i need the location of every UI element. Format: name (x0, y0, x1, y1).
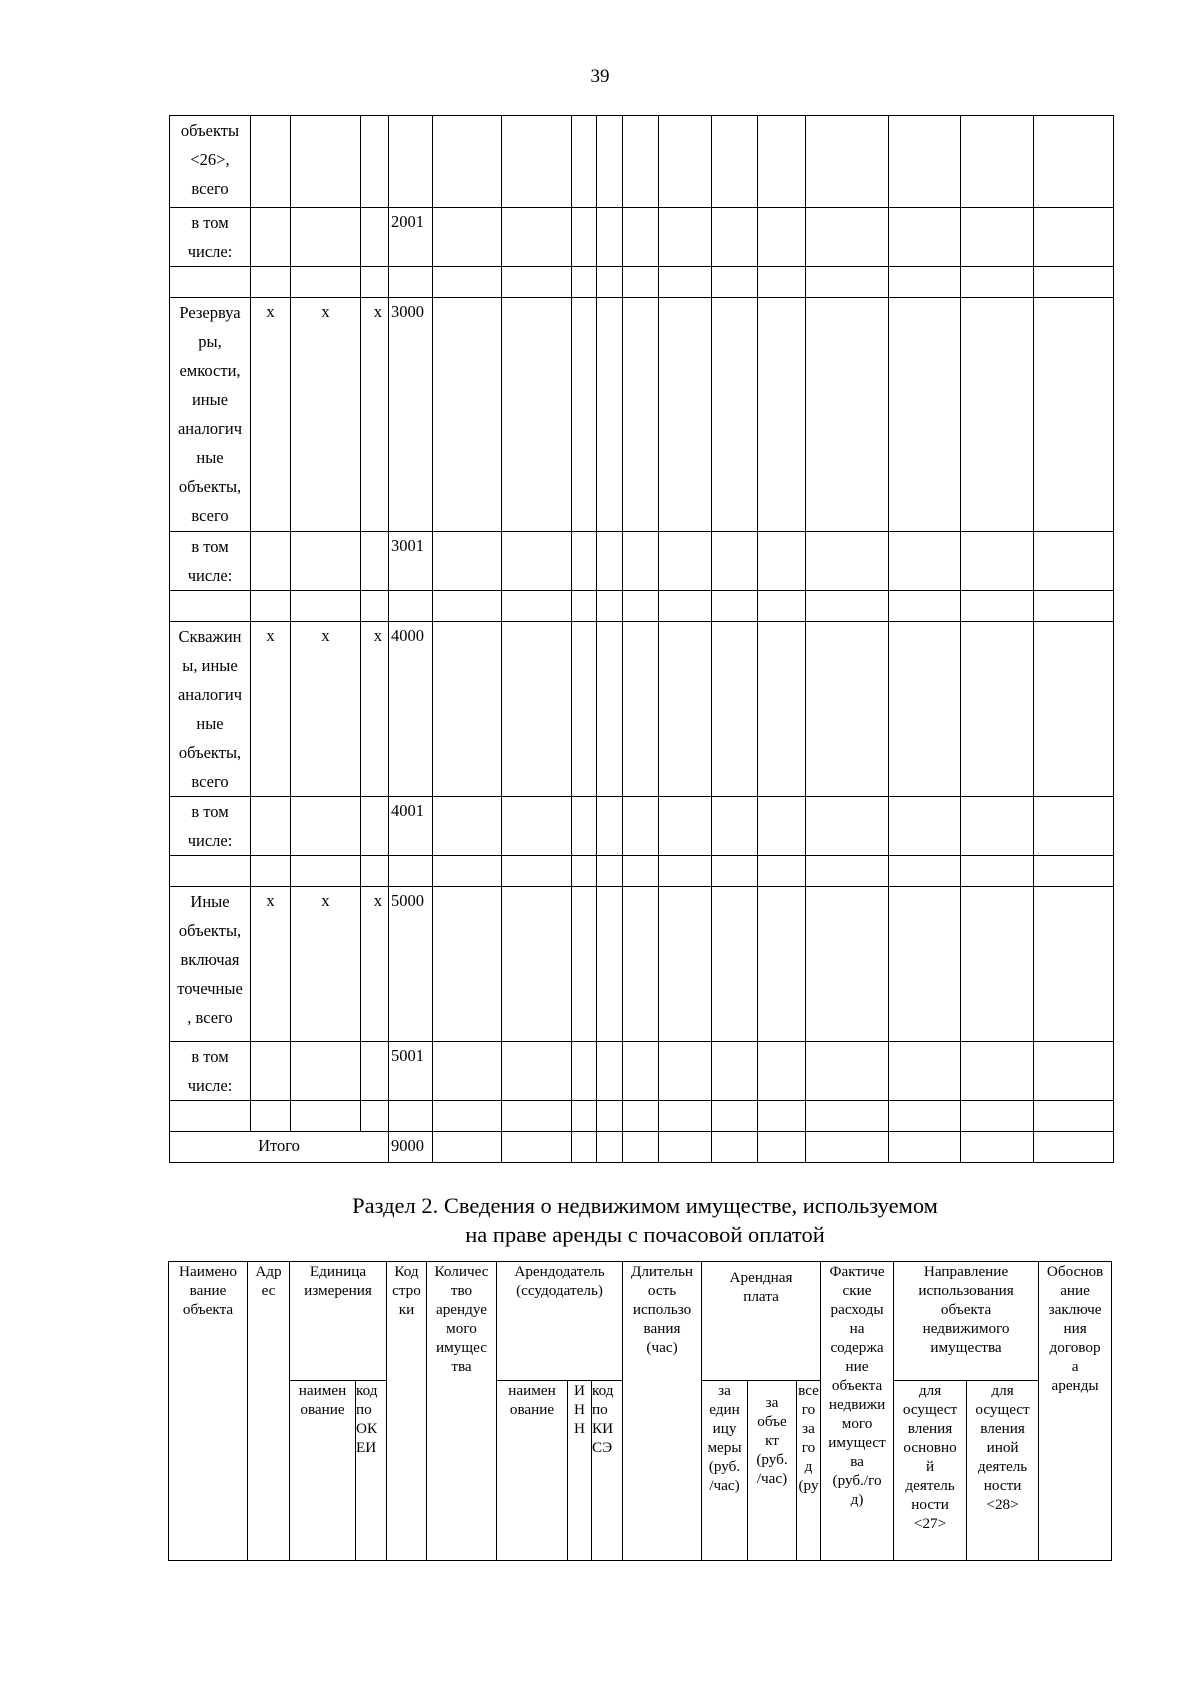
row-mark-cell (251, 116, 291, 208)
empty-cell (806, 532, 889, 591)
header-object-name: Наимено вание объекта (169, 1262, 248, 1561)
empty-cell (1034, 1101, 1114, 1132)
header-rent: Арендная плата (702, 1262, 821, 1381)
row-name-cell: Иные объекты, включая точечные , всего (170, 887, 251, 1042)
empty-cell (597, 856, 623, 887)
empty-cell (502, 116, 572, 208)
row-mark-cell (291, 116, 361, 208)
empty-cell (597, 622, 623, 797)
row-mark-cell: x (361, 298, 389, 532)
row-code-cell: 2001 (389, 208, 433, 267)
empty-cell (433, 591, 502, 622)
row-mark-cell (251, 267, 291, 298)
empty-cell (712, 591, 758, 622)
empty-cell (961, 591, 1034, 622)
empty-cell (712, 298, 758, 532)
row-mark-cell: x (291, 298, 361, 532)
row-code-cell (389, 267, 433, 298)
table-row (170, 887, 1114, 1042)
empty-cell (572, 116, 597, 208)
empty-cell (806, 1101, 889, 1132)
row-name-cell: в том числе: (170, 1042, 251, 1101)
empty-cell (806, 298, 889, 532)
empty-cell (597, 267, 623, 298)
header-rent-per-unit: за един ицу меры (руб. /час) (702, 1381, 748, 1561)
empty-cell (961, 856, 1034, 887)
header-duration: Длительн ость использо вания (час) (623, 1262, 702, 1561)
empty-cell (502, 1132, 572, 1163)
empty-cell (1034, 1042, 1114, 1101)
empty-cell (1034, 622, 1114, 797)
empty-cell (712, 116, 758, 208)
empty-cell (623, 797, 659, 856)
empty-cell (659, 532, 712, 591)
row-mark-cell (361, 856, 389, 887)
row-mark-cell (251, 856, 291, 887)
empty-cell (889, 856, 961, 887)
empty-cell (1034, 591, 1114, 622)
empty-cell (597, 532, 623, 591)
empty-cell (758, 1132, 806, 1163)
empty-cell (623, 532, 659, 591)
empty-cell (961, 1132, 1034, 1163)
header-expenses: Фактиче ские расходы на содержа ние объекта недвижи мого имущест ва (руб./го д) (821, 1262, 894, 1561)
empty-cell (889, 116, 961, 208)
empty-cell (758, 1042, 806, 1101)
empty-cell (502, 622, 572, 797)
row-name-cell: в том числе: (170, 797, 251, 856)
section2-title-line1: Раздел 2. Сведения о недвижимом имуществе, используемом (352, 1193, 938, 1218)
row-mark-cell: x (361, 887, 389, 1042)
empty-cell (961, 797, 1034, 856)
empty-cell (572, 797, 597, 856)
row-mark-cell (361, 1042, 389, 1101)
row-mark-cell (291, 532, 361, 591)
empty-cell (433, 208, 502, 267)
section1-table-continuation (169, 115, 1114, 1163)
empty-cell (659, 887, 712, 1042)
empty-cell (597, 591, 623, 622)
header-rent-per-object: за объе кт (руб. /час) (748, 1381, 797, 1561)
row-code-cell: 5000 (389, 887, 433, 1042)
row-code-cell (389, 856, 433, 887)
empty-cell (758, 591, 806, 622)
empty-cell (806, 887, 889, 1042)
empty-cell (889, 1042, 961, 1101)
empty-cell (659, 1042, 712, 1101)
empty-cell (758, 797, 806, 856)
empty-cell (712, 1042, 758, 1101)
header-lessor-name: наимен ование (497, 1381, 568, 1561)
empty-cell (889, 887, 961, 1042)
empty-cell (889, 267, 961, 298)
header-unit-code: код по ОК ЕИ (356, 1381, 387, 1561)
table-row (170, 797, 1114, 856)
table-row (170, 532, 1114, 591)
empty-cell (712, 208, 758, 267)
empty-cell (1034, 208, 1114, 267)
row-mark-cell (251, 208, 291, 267)
empty-cell (659, 267, 712, 298)
empty-cell (806, 1132, 889, 1163)
empty-cell (889, 622, 961, 797)
header-quantity: Количес тво арендуе мого имущес тва (427, 1262, 497, 1561)
empty-cell (806, 856, 889, 887)
empty-cell (961, 116, 1034, 208)
empty-cell (502, 267, 572, 298)
empty-cell (806, 267, 889, 298)
empty-cell (758, 887, 806, 1042)
empty-cell (572, 208, 597, 267)
empty-cell (659, 1101, 712, 1132)
row-name-cell (170, 856, 251, 887)
empty-cell (961, 622, 1034, 797)
empty-cell (659, 1132, 712, 1163)
row-mark-cell (361, 208, 389, 267)
empty-cell (572, 1101, 597, 1132)
row-code-cell: 4001 (389, 797, 433, 856)
header-kiise-code: код по КИ СЭ (592, 1381, 623, 1561)
header-basis: Обоснов ание заключе ния договор а аренды (1039, 1262, 1112, 1561)
empty-cell (758, 116, 806, 208)
empty-cell (712, 622, 758, 797)
empty-cell (572, 591, 597, 622)
row-code-cell: 4000 (389, 622, 433, 797)
table-row (170, 1101, 1114, 1132)
header-unit-name: наимен ование (290, 1381, 356, 1561)
empty-cell (889, 1101, 961, 1132)
empty-cell (623, 887, 659, 1042)
empty-cell (623, 298, 659, 532)
empty-cell (572, 1042, 597, 1101)
empty-cell (889, 797, 961, 856)
table-row (170, 267, 1114, 298)
row-code-cell: 5001 (389, 1042, 433, 1101)
empty-cell (502, 1042, 572, 1101)
empty-cell (659, 208, 712, 267)
row-name-cell: Скважин ы, иные аналогич ные объекты, всего (170, 622, 251, 797)
empty-cell (961, 298, 1034, 532)
empty-cell (597, 208, 623, 267)
empty-cell (1034, 1132, 1114, 1163)
empty-cell (623, 1101, 659, 1132)
empty-cell (961, 1042, 1034, 1101)
row-mark-cell (251, 591, 291, 622)
empty-cell (623, 856, 659, 887)
empty-cell (502, 797, 572, 856)
empty-cell (1034, 856, 1114, 887)
empty-cell (961, 532, 1034, 591)
header-usage-other: для осущест вления иной деятель ности <28> (967, 1381, 1039, 1561)
empty-cell (433, 1132, 502, 1163)
row-code-cell: 3000 (389, 298, 433, 532)
empty-cell (433, 797, 502, 856)
empty-cell (1034, 116, 1114, 208)
row-mark-cell (291, 797, 361, 856)
row-mark-cell: x (251, 298, 291, 532)
row-mark-cell (361, 532, 389, 591)
header-inn: И Н Н (568, 1381, 592, 1561)
empty-cell (1034, 532, 1114, 591)
empty-cell (572, 298, 597, 532)
row-mark-cell (361, 1101, 389, 1132)
empty-cell (433, 267, 502, 298)
row-mark-cell (291, 856, 361, 887)
empty-cell (712, 1132, 758, 1163)
empty-cell (659, 298, 712, 532)
empty-cell (623, 267, 659, 298)
row-mark-cell (361, 116, 389, 208)
empty-cell (572, 856, 597, 887)
empty-cell (502, 208, 572, 267)
empty-cell (623, 116, 659, 208)
empty-cell (961, 208, 1034, 267)
empty-cell (758, 267, 806, 298)
empty-cell (961, 887, 1034, 1042)
header-address: Адр ес (248, 1262, 290, 1561)
row-name-cell (170, 267, 251, 298)
empty-cell (806, 622, 889, 797)
empty-cell (806, 208, 889, 267)
empty-cell (659, 797, 712, 856)
header-usage-main: для осущест вления основно й деятель ности <27> (894, 1381, 967, 1561)
empty-cell (572, 532, 597, 591)
empty-cell (1034, 298, 1114, 532)
empty-cell (623, 622, 659, 797)
empty-cell (502, 1101, 572, 1132)
section2-header-table (168, 1261, 1112, 1561)
empty-cell (597, 887, 623, 1042)
empty-cell (597, 298, 623, 532)
empty-cell (961, 267, 1034, 298)
empty-cell (712, 532, 758, 591)
row-mark-cell (251, 1042, 291, 1101)
row-name-cell: в том числе: (170, 208, 251, 267)
empty-cell (659, 116, 712, 208)
empty-cell (502, 591, 572, 622)
empty-cell (502, 887, 572, 1042)
empty-cell (502, 856, 572, 887)
row-mark-cell (251, 1101, 291, 1132)
row-name-cell (170, 591, 251, 622)
empty-cell (433, 1101, 502, 1132)
empty-cell (572, 1132, 597, 1163)
row-mark-cell (361, 267, 389, 298)
empty-cell (712, 1101, 758, 1132)
empty-cell (597, 1042, 623, 1101)
table-row (170, 116, 1114, 208)
empty-cell (597, 1101, 623, 1132)
empty-cell (433, 298, 502, 532)
header-row-code: Код стро ки (387, 1262, 427, 1561)
table-row (170, 591, 1114, 622)
empty-cell (712, 887, 758, 1042)
empty-cell (597, 797, 623, 856)
empty-cell (623, 591, 659, 622)
row-mark-cell (251, 532, 291, 591)
empty-cell (1034, 267, 1114, 298)
empty-cell (623, 208, 659, 267)
row-mark-cell (291, 208, 361, 267)
empty-cell (889, 1132, 961, 1163)
total-code: 9000 (389, 1132, 433, 1163)
table-row (170, 298, 1114, 532)
table-row (170, 856, 1114, 887)
empty-cell (433, 887, 502, 1042)
page-number: 39 (590, 66, 610, 87)
empty-cell (1034, 887, 1114, 1042)
empty-cell (659, 622, 712, 797)
header-unit: Единица измерения (290, 1262, 387, 1381)
row-mark-cell (291, 1101, 361, 1132)
row-code-cell (389, 591, 433, 622)
header-lessor: Арендодатель (ссудодатель) (497, 1262, 623, 1381)
row-mark-cell (251, 797, 291, 856)
row-name-cell (170, 1101, 251, 1132)
empty-cell (712, 797, 758, 856)
empty-cell (712, 856, 758, 887)
empty-cell (623, 1042, 659, 1101)
empty-cell (433, 622, 502, 797)
empty-cell (572, 267, 597, 298)
empty-cell (889, 591, 961, 622)
table-row (170, 1042, 1114, 1101)
row-mark-cell: x (291, 622, 361, 797)
empty-cell (806, 1042, 889, 1101)
row-mark-cell: x (251, 887, 291, 1042)
empty-cell (889, 532, 961, 591)
empty-cell (806, 591, 889, 622)
empty-cell (659, 591, 712, 622)
section2-title-line2: на праве аренды с почасовой оплатой (465, 1222, 825, 1247)
empty-cell (806, 797, 889, 856)
empty-cell (433, 856, 502, 887)
header-rent-total: все го за го д (ру (797, 1381, 821, 1561)
header-usage: Направление использования объекта недвижимого имущества (894, 1262, 1039, 1381)
row-code-cell (389, 1101, 433, 1132)
empty-cell (597, 116, 623, 208)
row-mark-cell: x (291, 887, 361, 1042)
empty-cell (433, 532, 502, 591)
row-mark-cell (291, 591, 361, 622)
empty-cell (758, 298, 806, 532)
empty-cell (433, 116, 502, 208)
empty-cell (502, 532, 572, 591)
empty-cell (806, 116, 889, 208)
row-mark-cell: x (251, 622, 291, 797)
empty-cell (659, 856, 712, 887)
row-name-cell: Резервуа ры, емкости, иные аналогич ные объекты, всего (170, 298, 251, 532)
empty-cell (758, 622, 806, 797)
empty-cell (758, 208, 806, 267)
empty-cell (889, 298, 961, 532)
empty-cell (889, 208, 961, 267)
row-mark-cell (361, 591, 389, 622)
row-mark-cell (291, 267, 361, 298)
row-name-cell: в том числе: (170, 532, 251, 591)
empty-cell (597, 1132, 623, 1163)
empty-cell (502, 298, 572, 532)
empty-cell (758, 856, 806, 887)
empty-cell (961, 1101, 1034, 1132)
empty-cell (623, 1132, 659, 1163)
table-row (170, 208, 1114, 267)
total-label: Итого (170, 1132, 389, 1163)
total-row (170, 1132, 1114, 1163)
row-mark-cell: x (361, 622, 389, 797)
empty-cell (1034, 797, 1114, 856)
row-name-cell: объекты <26>, всего (170, 116, 251, 208)
row-mark-cell (291, 1042, 361, 1101)
empty-cell (433, 1042, 502, 1101)
empty-cell (758, 1101, 806, 1132)
row-mark-cell (361, 797, 389, 856)
row-code-cell: 3001 (389, 532, 433, 591)
table-row (170, 622, 1114, 797)
row-code-cell (389, 116, 433, 208)
empty-cell (572, 887, 597, 1042)
empty-cell (712, 267, 758, 298)
empty-cell (572, 622, 597, 797)
empty-cell (758, 532, 806, 591)
